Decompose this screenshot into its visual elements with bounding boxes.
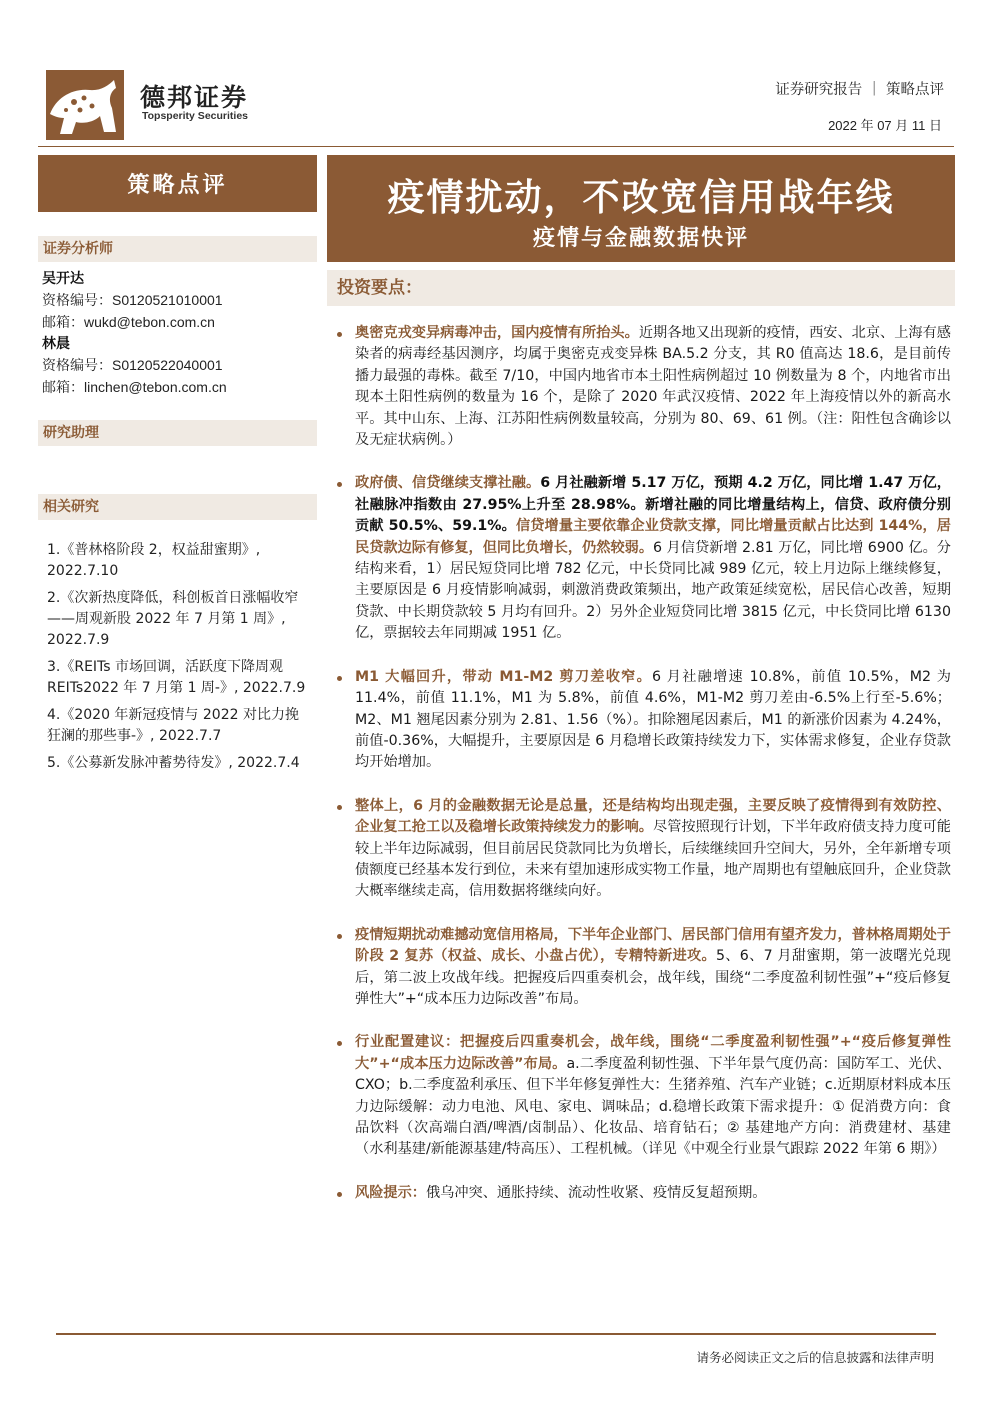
footer-divider <box>56 1333 936 1335</box>
report-type: 证券研究报告 ｜ 策略点评 <box>775 82 944 98</box>
key-points-list <box>333 323 951 1226</box>
leopard-logo-icon <box>46 70 124 140</box>
bullet-dot-icon <box>337 805 342 810</box>
analyst-cert: 资格编号：S0120521010001 <box>42 292 223 308</box>
bullet-dot-icon <box>337 1192 342 1197</box>
analyst-email[interactable]: 邮箱：wukd@tebon.com.cn <box>42 314 215 330</box>
key-point-body: 6 月信贷新增 2.81 万亿，同比增 6900 亿。分结构来看，1）居民短贷同比增 782 亿元，中长贷同比减 989 亿元，较上月边际上继续修复，主要原因是 6 月疫情影响减弱，刺激消费政策频出，地产政策延续宽松，居民信心改善，短期贷款、中长期贷款较 5 月均有回升。2）另外企业短贷同比增 3815 亿元，中长贷同比增 6130 亿，票据较去年同期减 1951 亿。 <box>355 539 951 642</box>
key-point-lead: 政府债、信贷继续支撑社融。 <box>355 475 541 492</box>
key-point <box>333 796 951 903</box>
key-point-lead: M1 大幅回升，带动 M1-M2 剪刀差收窄。 <box>355 668 652 685</box>
related-research-item[interactable]: 4.《2020 年新冠疫情与 2022 对比力挽狂澜的那些事-》, 2022.7.7 <box>47 707 299 744</box>
analyst-name: 林晨 <box>42 336 70 352</box>
related-research-item[interactable]: 2.《次新热度降低，科创板首日涨幅收窄——周观新股 2022 年 7 月第 1 周》, 2022.7.9 <box>47 590 299 648</box>
related-research-item[interactable]: 5.《公募新发脉冲蓄势待发》, 2022.7.4 <box>47 755 300 771</box>
key-point-body: 尽管按照现行计划，下半年政府债支持力度可能较上半年边际减弱，但目前居民贷款同比为负增长，后续继续回升空间大，另外，全年新增专项债额度已经基本发行到位，未来有望加速形成实物工作量，地产周期也有望触底回升，企业贷款大概率继续走高，信用数据将继续向好。 <box>355 819 951 900</box>
title-banner <box>327 155 955 262</box>
key-point-lead: 行业配置建议：把握疫后四重奏机会，战年线，围绕“二季度盈利韧性强”+“疫后修复弹性大”+“成本压力边际改善”布局。 <box>355 1034 951 1072</box>
key-point-lead: 整体上，6 月的金融数据无论是总量，还是结构均出现走强，主要反映了疫情得到有效防控、企业复工抢工以及稳增长政策持续发力的影响。 <box>355 797 951 836</box>
key-point <box>333 667 951 774</box>
related-research-list <box>47 540 312 780</box>
analyst-cert: 资格编号：S0120522040001 <box>42 357 223 373</box>
bullet-dot-icon <box>337 482 342 487</box>
key-point <box>333 323 951 451</box>
key-point <box>333 473 951 644</box>
bullet-dot-icon <box>337 1041 342 1046</box>
legal-disclaimer-note: 请务必阅读正文之后的信息披露和法律声明 <box>696 1350 934 1365</box>
bullet-dot-icon <box>337 934 342 939</box>
brand-name-en: Topsperity Securities <box>142 110 249 122</box>
assistant-section-header: 研究助理 <box>38 420 317 446</box>
related-research-item[interactable]: 1.《普林格阶段 2，权益甜蜜期》, 2022.7.10 <box>47 542 261 579</box>
report-subtitle: 疫情与金融数据快评 <box>532 225 749 251</box>
related-research-item[interactable]: 3.《REITs 市场回调，活跃度下降周观 REITs2022 年 7 月第 1 周-》, 2022.7.9 <box>47 659 306 696</box>
analyst-email[interactable]: 邮箱：linchen@tebon.com.cn <box>42 379 227 395</box>
key-point-body: a.二季度盈利韧性强、下半年景气度仍高：国防军工、光伏、CXO；b.二季度盈利承压、但下半年修复弹性大：生猪养殖、汽车产业链；c.近期原材料成本压力边际缓解：动力电池、风电、家电、调味品；d.稳增长政策下需求提升：① 促消费方向：食品饮料（次高端白酒/啤酒/卤制品）、化妆品、培育钻石；② 基建地产方向：消费建材、基建（水利基建/新能源基建/特高压）、工程机械。（详见《中观全行业景气跟踪 2022 年第 6 期》） <box>355 1055 951 1158</box>
key-point <box>333 1183 951 1204</box>
key-point-lead: 风险提示： <box>355 1184 426 1201</box>
brand-name-cn: 德邦证券 <box>140 83 249 112</box>
key-point-emphasis: 6 月社融新增 5.17 万亿，预期 4.2 万亿，同比增 1.47 万亿，社融脉冲指数由 27.95%上升至 28.98%。新增社融的同比增量结构上，信贷、政府债分别贡献 50.5%、59.1%。 <box>355 475 951 535</box>
analyst-name: 吴开达 <box>42 271 84 287</box>
company-logo <box>46 70 124 140</box>
category-banner: 策略点评 <box>38 155 317 212</box>
key-point-lead: 疫情短期扰动难撼动宽信用格局，下半年企业部门、居民部门信用有望齐发力，普林格周期处于阶段 2 复苏（权益、成长、小盘占优），专精特新进攻。 <box>355 926 951 965</box>
related-research-header: 相关研究 <box>38 494 317 520</box>
key-point <box>333 925 951 1011</box>
key-point-body: 5、6、7 月甜蜜期，第一波曙光兑现后，第二波上攻战年线。把握疫后四重奏机会，战年线，围绕“二季度盈利韧性强”+“疫后修复弹性大”+“成本压力边际改善”布局。 <box>355 948 951 1007</box>
header-divider <box>38 146 954 147</box>
bullet-dot-icon <box>337 332 342 337</box>
key-point-body: 6 月社融增速 10.8%，前值 10.5%，M2 为 11.4%，前值 11.1%，M1 为 5.8%，前值 4.6%，M1-M2 剪刀差由-6.5%上行至-5.6%；M2、M1 翘尾因素分别为 2.81、1.56（%）。扣除翘尾因素后，M1 的新涨价因素为 4.24%，前值-0.36%，大幅提升，主要原因是 6 月稳增长政策持续发力下，实体需求修复，企业存贷款均开始增加。 <box>355 668 951 771</box>
key-point <box>333 1032 951 1160</box>
analyst-section-header: 证券分析师 <box>38 236 317 262</box>
key-points-header: 投资要点： <box>327 270 955 306</box>
report-date: 2022 年 07 月 11 日 <box>828 118 942 133</box>
bullet-dot-icon <box>337 676 342 681</box>
key-point-lead: 奥密克戎变异病毒冲击，国内疫情有所抬头。 <box>355 325 639 341</box>
key-point-body: 俄乌冲突、通胀持续、流动性收紧、疫情反复超预期。 <box>425 1184 767 1201</box>
key-point-lead-secondary: 信贷增量主要依靠企业贷款支撑，同比增量贡献占比达到 144%，居民贷款边际有修复，但同比负增长，仍然较弱。 <box>355 518 951 556</box>
key-point-body: 近期各地又出现新的疫情，西安、北京、上海有感染者的病毒经基因测序，均属于奥密克戎变异株 BA.5.2 分支，其 R0 值高达 18.6，是目前传播力最强的毒株。截至 7/10，中国内地省市本土阳性病例超过 10 例数量为 8 个，内地省市出现本土阳性病例的数量为 16 个，是除了 2020 年武汉疫情、2022 年上海疫情以外的新高水平。其中山东、上海、江苏阳性病例数量较高，分别为 80、69、61 例。（注：阳性包含确诊以及无症状病例。） <box>355 325 951 449</box>
report-title: 疫情扰动，不改宽信用战年线 <box>387 175 895 219</box>
